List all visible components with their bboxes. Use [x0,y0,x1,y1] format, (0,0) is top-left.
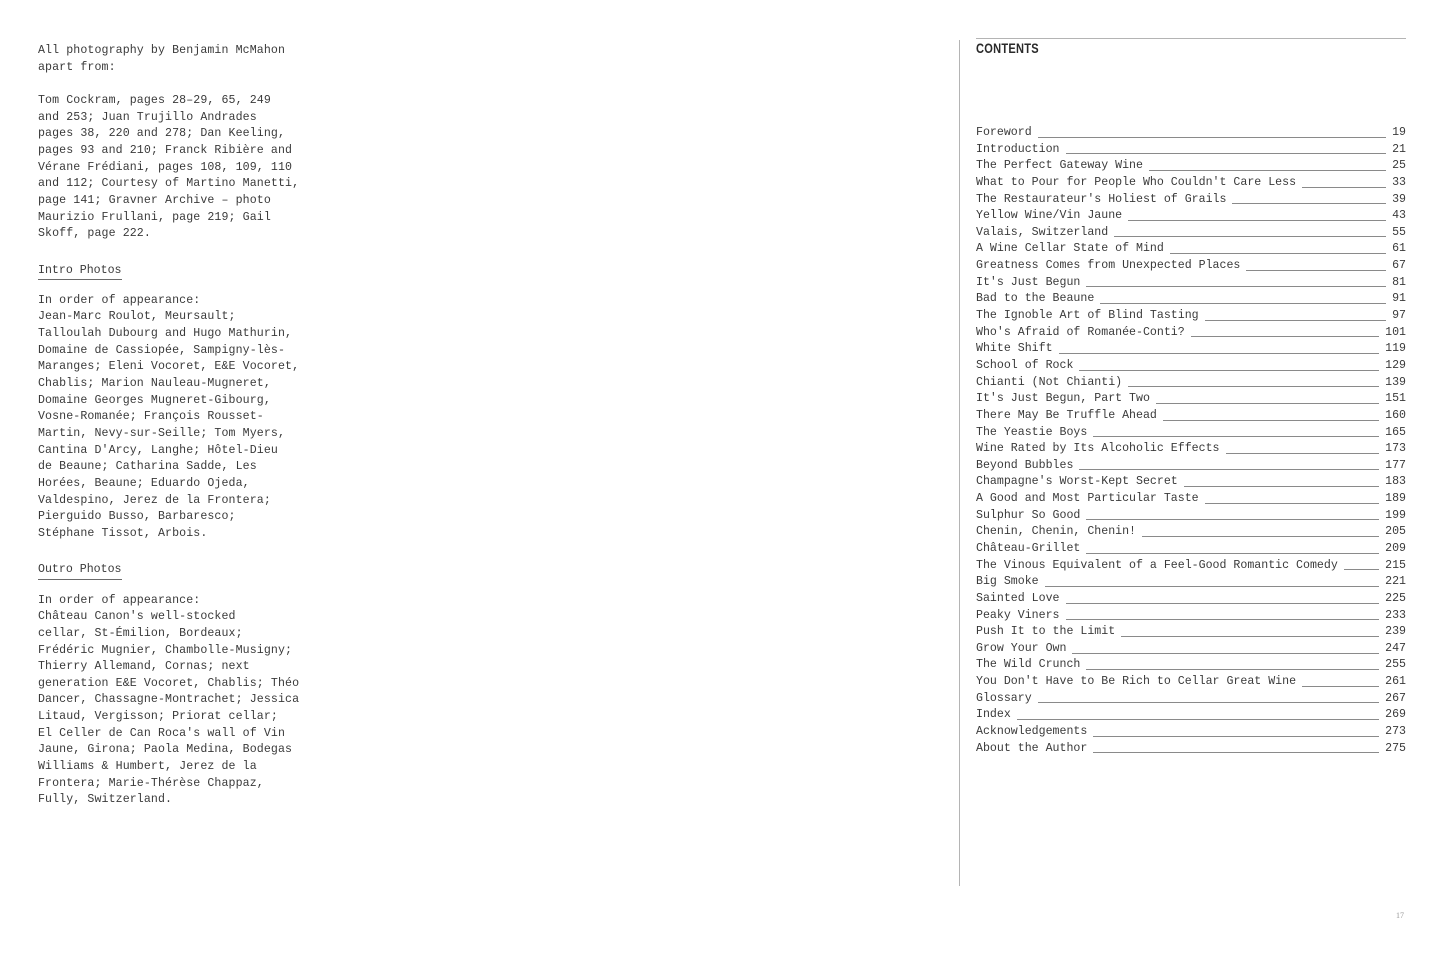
toc-entry-page: 221 [1385,575,1406,589]
toc-entry-title: A Good and Most Particular Taste [976,492,1199,506]
toc-entry-page: 160 [1385,408,1406,422]
toc-entry-title: Peaky Viners [976,608,1060,622]
toc-entry-page: 273 [1385,725,1406,739]
toc-entry[interactable] [976,275,1406,292]
toc-leader-line [1093,436,1379,437]
text-line: Maranges; Eleni Vocoret, E&E Vocoret, [38,360,300,374]
toc-leader-line [1344,569,1379,570]
text-line: Domaine de Cassiopée, Sampigny-lès- [38,343,286,357]
text-line: In order of appearance: [38,293,201,307]
toc-entry-title: Greatness Comes from Unexpected Places [976,259,1241,273]
toc-entry[interactable] [976,541,1406,558]
text-line: and 253; Juan Trujillo Andrades [38,110,257,124]
toc-leader-line [1017,719,1379,720]
toc-entry[interactable] [976,258,1406,275]
toc-entry-title: Chenin, Chenin, Chenin! [976,525,1137,539]
toc-entry-page: 261 [1385,675,1406,689]
toc-leader-line [1066,153,1387,154]
toc-leader-line [1079,370,1379,371]
toc-entry-title: Wine Rated by Its Alcoholic Effects [976,442,1220,456]
toc-leader-line [1086,519,1379,520]
text-line: All photography by Benjamin McMahon [38,44,286,57]
toc-leader-line [1059,353,1380,354]
toc-entry-title: Château-Grillet [976,542,1081,555]
toc-leader-line [1149,170,1386,171]
toc-leader-line [1170,253,1386,254]
text-line: Horées, Beaune; Eduardo Ojeda, [38,477,250,490]
toc-entry-page: 101 [1385,325,1406,339]
toc-leader-line [1100,303,1386,304]
text-line: El Celler de Can Roca's wall of Vin [38,726,286,740]
toc-leader-line [1038,702,1379,703]
toc-entry-title: The Vinous Equivalent of a Feel-Good Romantic Comedy [976,558,1338,572]
text-line: Cantina D'Arcy, Langhe; Hôtel-Dieu [38,443,278,457]
toc-entry-page: 97 [1392,309,1406,323]
toc-leader-line [1066,603,1380,604]
text-line: and 112; Courtesy of Martino Manetti, [38,177,300,191]
toc-entry-title: What to Pour for People Who Couldn't Care Less [976,175,1297,189]
toc-entry-page: 151 [1385,392,1406,406]
toc-leader-line [1121,636,1379,637]
text-line: Litaud, Vergisson; Priorat cellar; [38,710,278,724]
toc-entry-page: 189 [1385,492,1406,506]
toc-leader-line [1093,752,1379,753]
toc-entry-page: 19 [1392,125,1406,139]
toc-leader-line [1128,386,1379,387]
toc-entry[interactable] [976,325,1406,342]
toc-entry-page: 205 [1385,525,1406,539]
toc-leader-line [1142,536,1379,537]
toc-entry-page: 165 [1385,425,1406,439]
toc-entry-title: Introduction [976,142,1060,156]
text-line: Talloulah Dubourg and Hugo Mathurin, [38,327,293,341]
toc-entry-page: 61 [1392,242,1406,256]
toc-entry-title: Foreword [976,125,1032,139]
toc-entry-page: 225 [1385,591,1406,605]
intro-photos-credits [38,293,338,543]
outro-photos-heading: Outro Photos [38,562,122,580]
toc-entry-page: 173 [1385,442,1406,456]
toc-entry[interactable] [976,125,1406,142]
toc-entry-page: 139 [1385,375,1406,389]
intro-photos-heading: Intro Photos [38,263,122,281]
page-number: 17 [1396,911,1404,920]
toc-entry[interactable] [976,308,1406,325]
toc-entry-page: 183 [1385,475,1406,489]
toc-entry[interactable] [976,391,1406,408]
toc-entry-title: White Shift [976,342,1053,356]
toc-entry-page: 25 [1392,159,1406,173]
text-line: Dancer, Chassagne-Montrachet; Jessica [38,693,300,707]
toc-entry[interactable] [976,508,1406,525]
text-line: Vérane Frédiani, pages 108, 109, 110 [38,160,293,174]
text-line: Domaine Georges Mugneret-Gibourg, [38,393,271,407]
credits-exceptions [38,93,338,243]
toc-leader-line [1163,420,1379,421]
toc-entry-page: 209 [1385,542,1406,555]
toc-entry-title: Beyond Bubbles [976,458,1074,472]
toc-entry[interactable] [976,691,1406,708]
text-line: pages 38, 220 and 278; Dan Keeling, [38,127,286,141]
toc-entry[interactable] [976,341,1406,358]
toc-entry[interactable] [976,641,1406,658]
text-line: apart from: [38,60,116,74]
toc-entry-title: Chianti (Not Chianti) [976,375,1123,389]
toc-entry[interactable] [976,458,1406,475]
toc-entry-title: Sainted Love [976,591,1060,605]
toc-leader-line [1246,270,1386,271]
toc-entry-page: 129 [1385,358,1406,372]
toc-leader-line [1302,686,1379,687]
toc-entry-page: 255 [1385,658,1406,672]
toc-entry[interactable] [976,474,1406,491]
text-line: Jean-Marc Roulot, Meursault; [38,310,236,324]
toc-entry-title: The Wild Crunch [976,658,1081,672]
toc-leader-line [1038,137,1386,138]
toc-entry-page: 119 [1385,342,1406,356]
toc-entry[interactable] [976,707,1406,724]
toc-entry-page: 39 [1392,192,1406,206]
toc-entry-title: The Perfect Gateway Wine [976,159,1143,173]
toc-entry[interactable] [976,741,1406,758]
toc-entry-page: 199 [1385,508,1406,522]
text-line: page 141; Gravner Archive – photo [38,193,271,207]
toc-entry-title: Index [976,708,1011,722]
toc-entry[interactable] [976,491,1406,508]
toc-entry-page: 247 [1385,641,1406,655]
toc-leader-line [1114,236,1386,237]
toc-entry-title: Sulphur So Good [976,508,1081,522]
toc-leader-line [1086,669,1379,670]
outro-photos-credits [38,593,338,810]
toc-entry[interactable] [976,142,1406,159]
text-line: Stéphane Tissot, Arbois. [38,526,208,540]
toc-leader-line [1205,320,1386,321]
toc-entry[interactable] [976,291,1406,308]
toc-entry[interactable] [976,358,1406,375]
toc-entry-title: Who's Afraid of Romanée-Conti? [976,325,1185,339]
toc-entry[interactable] [976,574,1406,591]
toc-entry-page: 55 [1392,225,1406,239]
toc-entry-page: 215 [1385,558,1406,572]
toc-entry-title: Valais, Switzerland [976,225,1109,239]
toc-entry-page: 81 [1392,275,1406,289]
text-line: Maurizio Frullani, page 219; Gail [38,210,271,224]
toc-entry[interactable] [976,624,1406,641]
toc-leader-line [1156,403,1379,404]
toc-leader-line [1232,203,1386,204]
toc-entry[interactable] [976,724,1406,741]
toc-entry-page: 21 [1392,142,1406,156]
text-line: generation E&E Vocoret, Chablis; Théo [38,676,300,690]
toc-entry-title: There May Be Truffle Ahead [976,408,1157,422]
toc-leader-line [1191,336,1379,337]
toc-leader-line [1086,553,1379,554]
toc-leader-line [1184,486,1379,487]
toc-entry-title: Acknowledgements [976,725,1088,739]
text-line: Williams & Humbert, Jerez de la [38,760,257,774]
text-line: Martin, Nevy-sur-Seille; Tom Myers, [38,427,286,441]
toc-entry-title: Bad to the Beaune [976,292,1095,306]
toc-entry-page: 33 [1392,175,1406,189]
toc-entry-title: The Yeastie Boys [976,425,1088,439]
toc-leader-line [1086,286,1386,287]
toc-entry-title: Glossary [976,691,1032,705]
toc-entry-page: 267 [1385,691,1406,705]
toc-entry-page: 233 [1385,608,1406,622]
toc-entry[interactable] [976,241,1406,258]
toc-entry-title: Big Smoke [976,575,1039,589]
text-line: de Beaune; Catharina Sadde, Les [38,460,257,474]
text-line: cellar, St-Émilion, Bordeaux; [38,626,243,640]
toc-entry[interactable] [976,658,1406,675]
toc-entry-title: The Restaurateur's Holiest of Grails [976,192,1227,206]
toc-entry-title: It's Just Begun [976,275,1081,289]
toc-entry[interactable] [976,425,1406,442]
toc-entry-title: It's Just Begun, Part Two [976,392,1150,406]
toc-leader-line [1128,220,1386,221]
toc-entry[interactable] [976,558,1406,575]
toc-entry[interactable] [976,591,1406,608]
toc-entry-title: Grow Your Own [976,641,1067,655]
photo-credits-page [38,43,338,809]
toc-entry[interactable] [976,225,1406,242]
text-line: Vosne-Romanée; François Rousset- [38,410,264,424]
credits-intro [38,43,338,76]
text-line: Frédéric Mugnier, Chambolle-Musigny; [38,643,293,657]
toc-entry-page: 91 [1392,292,1406,306]
text-line: Pierguido Busso, Barbaresco; [38,510,236,524]
toc-leader-line [1205,503,1379,504]
toc-entry[interactable] [976,608,1406,625]
toc-entry[interactable] [976,192,1406,209]
toc-entry-title: Champagne's Worst-Kept Secret [976,475,1178,489]
toc-entry[interactable] [976,674,1406,691]
toc-entry-title: A Wine Cellar State of Mind [976,242,1164,256]
toc-entry[interactable] [976,441,1406,458]
toc-entry[interactable] [976,375,1406,392]
toc-leader-line [1066,619,1380,620]
text-line: Jaune, Girona; Paola Medina, Bodegas [38,743,293,757]
text-line: pages 93 and 210; Franck Ribière and [38,143,293,157]
toc-entry-title: School of Rock [976,358,1074,372]
toc-entry-title: The Ignoble Art of Blind Tasting [976,309,1199,323]
toc-entry-title: You Don't Have to Be Rich to Cellar Great Wine [976,675,1297,689]
table-of-contents [976,125,1406,757]
toc-leader-line [1045,586,1380,587]
toc-entry[interactable] [976,158,1406,175]
toc-entry[interactable] [976,175,1406,192]
text-line: Valdespino, Jerez de la Frontera; [38,493,271,507]
text-line: Thierry Allemand, Cornas; next [38,660,250,674]
toc-entry-page: 275 [1385,741,1406,755]
text-line: Château Canon's well-stocked [38,610,236,624]
page-gutter-rule [959,40,960,886]
toc-entry-title: Yellow Wine/Vin Jaune [976,209,1123,223]
toc-entry[interactable] [976,208,1406,225]
text-line: Chablis; Marion Nauleau-Mugneret, [38,377,271,391]
toc-entry-title: Push It to the Limit [976,625,1116,639]
toc-leader-line [1079,469,1379,470]
text-line: In order of appearance: [38,593,201,607]
contents-title: CONTENTS [976,41,1039,56]
toc-entry-page: 67 [1392,259,1406,273]
toc-leader-line [1226,453,1380,454]
text-line: Tom Cockram, pages 28–29, 65, 249 [38,93,271,107]
toc-entry-page: 43 [1392,209,1406,223]
toc-entry[interactable] [976,408,1406,425]
toc-entry-page: 269 [1385,708,1406,722]
toc-entry-title: About the Author [976,741,1088,755]
toc-leader-line [1093,736,1379,737]
text-line: Fully, Switzerland. [38,793,173,807]
toc-leader-line [1072,653,1379,654]
toc-entry-page: 239 [1385,625,1406,639]
toc-entry[interactable] [976,524,1406,541]
toc-leader-line [1302,187,1386,188]
toc-entry-page: 177 [1385,458,1406,472]
text-line: Frontera; Marie-Thérèse Chappaz, [38,776,264,790]
text-line: Skoff, page 222. [38,227,151,241]
contents-top-rule [976,38,1406,39]
